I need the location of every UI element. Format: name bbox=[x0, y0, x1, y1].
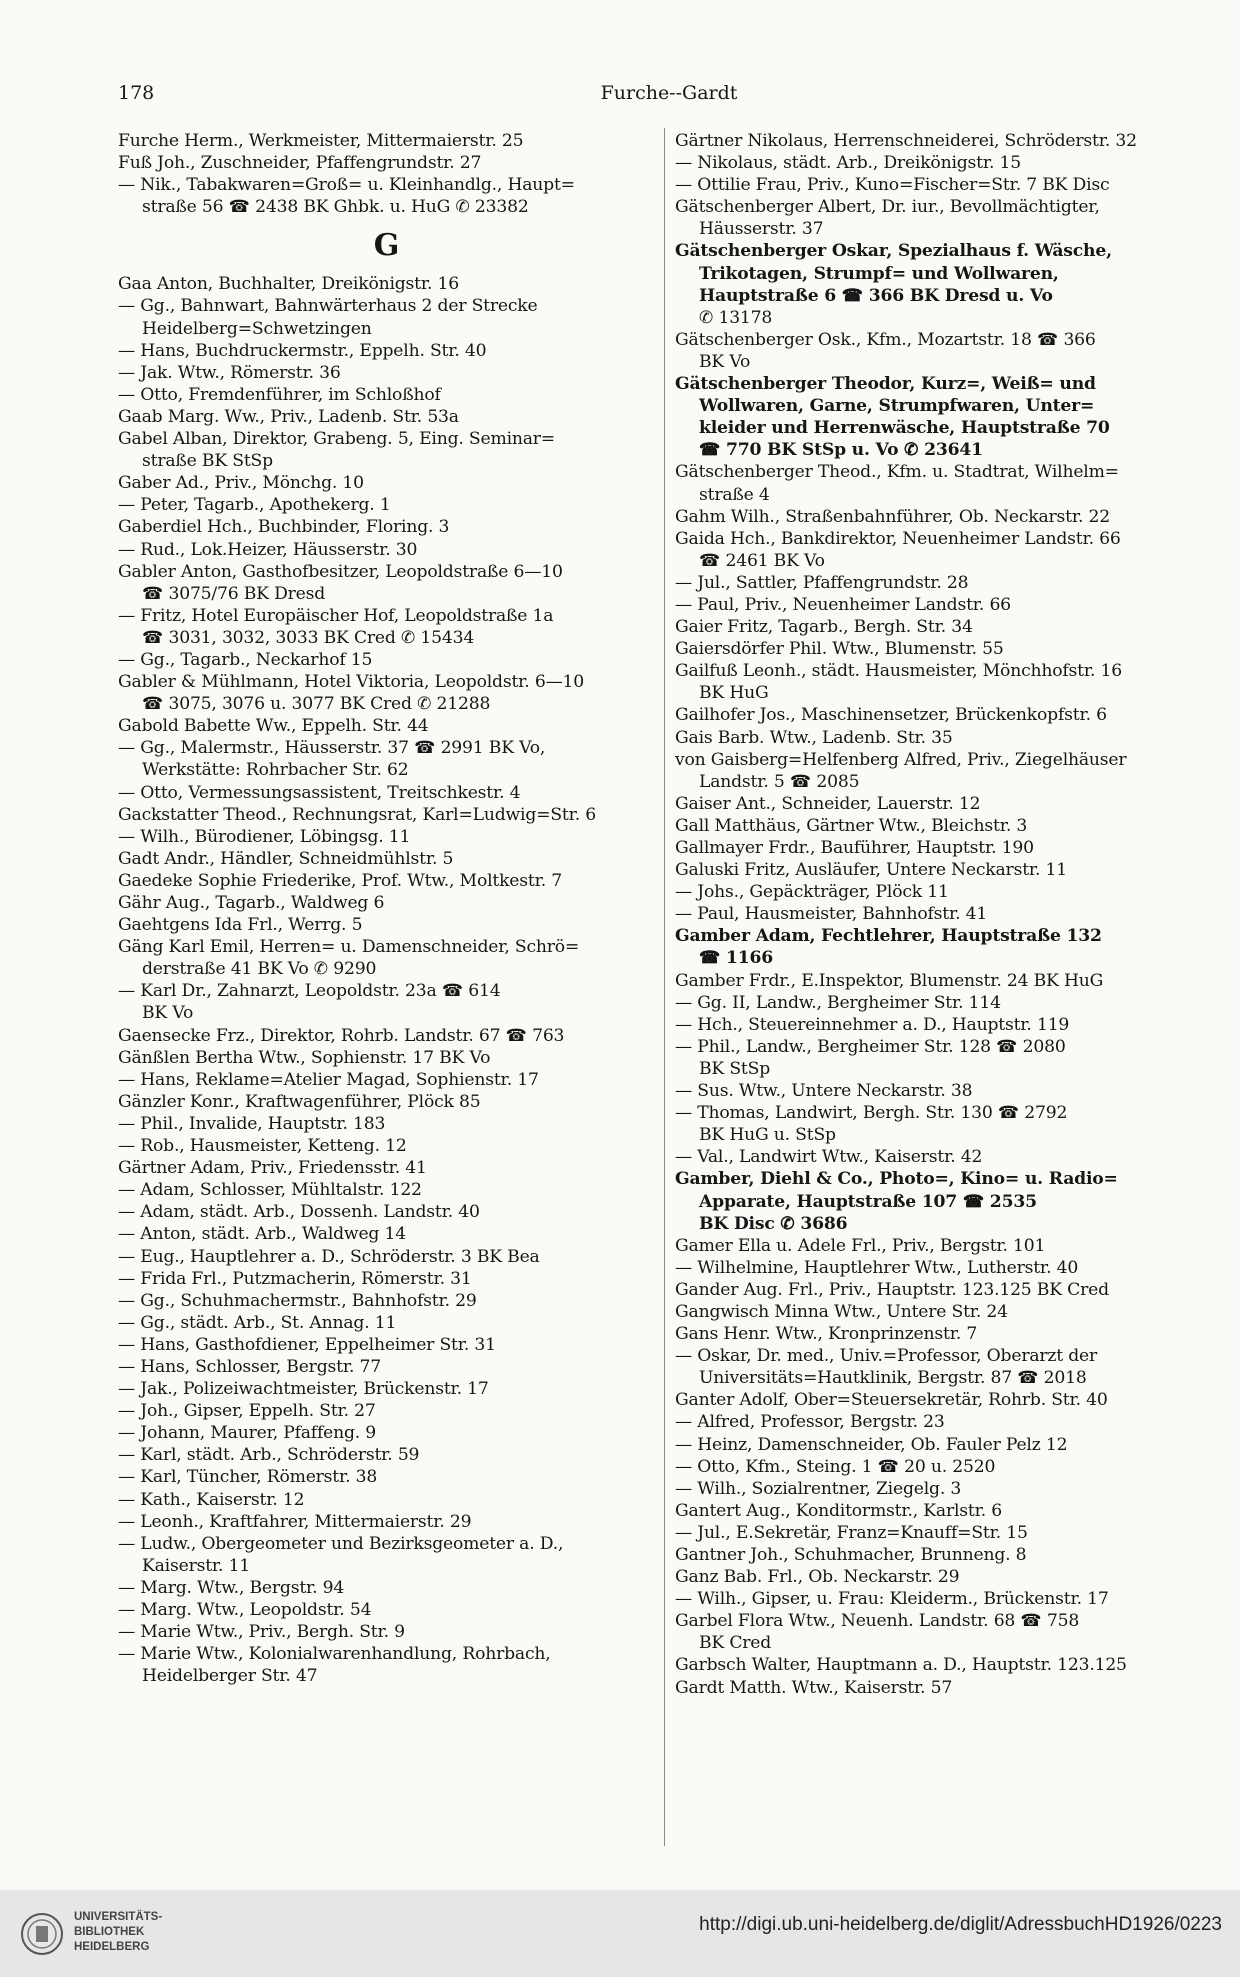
directory-entry: Garbel Flora Wtw., Neuenh. Landstr. 68 ☎ 758 bbox=[675, 1611, 1080, 1632]
directory-entry: — Fritz, Hotel Europäischer Hof, Leopoldstraße 1a bbox=[118, 605, 554, 626]
directory-entry: Gailhofer Jos., Maschinensetzer, Brückenkopfstr. 6 bbox=[675, 705, 1107, 726]
directory-entry: — Rud., Lok.Heizer, Häusserstr. 30 bbox=[118, 539, 418, 560]
directory-entry: — Wilh., Sozialrentner, Ziegelg. 3 bbox=[675, 1478, 962, 1499]
directory-entry: — Jul., E.Sekretär, Franz=Knauff=Str. 15 bbox=[675, 1522, 1028, 1543]
entry-continuation: BK HuG bbox=[699, 683, 769, 704]
library-name-line: UNIVERSITÄTS- bbox=[74, 1911, 163, 1923]
directory-entry: Gänßlen Bertha Wtw., Sophienstr. 17 BK Vo bbox=[118, 1047, 491, 1068]
directory-entry: — Eug., Hauptlehrer a. D., Schröderstr. 3 BK Bea bbox=[118, 1246, 540, 1267]
directory-entry: — Karl Dr., Zahnarzt, Leopoldstr. 23a ☎ 614 bbox=[118, 981, 501, 1002]
entry-continuation: Häusserstr. 37 bbox=[699, 219, 824, 240]
directory-entry: — Frida Frl., Putzmacherin, Römerstr. 31 bbox=[118, 1268, 472, 1289]
directory-entry: — Hans, Reklame=Atelier Magad, Sophienstr. 17 bbox=[118, 1069, 539, 1090]
entry-continuation: straße 56 ☎ 2438 BK Ghbk. u. HuG ✆ 23382 bbox=[142, 197, 529, 218]
library-name bbox=[74, 1910, 162, 1955]
directory-entry: — Johs., Gepäckträger, Plöck 11 bbox=[675, 882, 949, 903]
entry-continuation: Heidelberger Str. 47 bbox=[142, 1666, 318, 1687]
directory-entry: — Karl, Tüncher, Römerstr. 38 bbox=[118, 1467, 378, 1488]
directory-entry: — Gg., Malermstr., Häusserstr. 37 ☎ 2991 BK Vo, bbox=[118, 738, 546, 759]
directory-entry: Gans Henr. Wtw., Kronprinzenstr. 7 bbox=[675, 1324, 978, 1345]
directory-entry: Gaehtgens Ida Frl., Werrg. 5 bbox=[118, 915, 363, 936]
directory-entry: Gätschenberger Theod., Kfm. u. Stadtrat, Wilhelm= bbox=[675, 462, 1119, 483]
directory-entry: — Alfred, Professor, Bergstr. 23 bbox=[675, 1412, 945, 1433]
directory-entry: — Hans, Buchdruckermstr., Eppelh. Str. 40 bbox=[118, 340, 487, 361]
directory-entry: Gardt Matth. Wtw., Kaiserstr. 57 bbox=[675, 1677, 953, 1698]
directory-entry: Gaberdiel Hch., Buchbinder, Floring. 3 bbox=[118, 517, 450, 538]
directory-entry: Gabold Babette Ww., Eppelh. Str. 44 bbox=[118, 716, 429, 737]
entry-continuation: ☎ 770 BK StSp u. Vo ✆ 23641 bbox=[699, 440, 983, 461]
directory-entry: Ganz Bab. Frl., Ob. Neckarstr. 29 bbox=[675, 1567, 960, 1588]
directory-entry: Gamber Frdr., E.Inspektor, Blumenstr. 24 BK HuG bbox=[675, 970, 1104, 991]
entry-continuation: BK Vo bbox=[699, 351, 751, 372]
directory-entry: — Paul, Priv., Neuenheimer Landstr. 66 bbox=[675, 594, 1011, 615]
directory-entry: — Wilhelmine, Hauptlehrer Wtw., Lutherstr. 40 bbox=[675, 1257, 1079, 1278]
permalink-url[interactable]: http://digi.ub.uni-heidelberg.de/diglit/AdressbuchHD1926/0223 bbox=[699, 1914, 1222, 1935]
entry-continuation: BK HuG u. StSp bbox=[699, 1125, 836, 1146]
directory-entry: — Nikolaus, städt. Arb., Dreikönigstr. 15 bbox=[675, 153, 1021, 174]
left-column bbox=[118, 130, 655, 1687]
directory-entry: Gaedeke Sophie Friederike, Prof. Wtw., Moltkestr. 7 bbox=[118, 870, 562, 891]
entry-continuation: Kaiserstr. 11 bbox=[142, 1555, 251, 1576]
directory-entry: Gaber Ad., Priv., Mönchg. 10 bbox=[118, 473, 364, 494]
entry-continuation: Universitäts=Hautklinik, Bergstr. 87 ☎ 2018 bbox=[699, 1368, 1087, 1389]
directory-entry: Gäng Karl Emil, Herren= u. Damenschneider, Schrö= bbox=[118, 937, 580, 958]
entry-continuation: Landstr. 5 ☎ 2085 bbox=[699, 771, 860, 792]
directory-entry: — Jak. Wtw., Römerstr. 36 bbox=[118, 362, 341, 383]
directory-entry: — Anton, städt. Arb., Waldweg 14 bbox=[118, 1224, 406, 1245]
directory-entry: Gantner Joh., Schuhmacher, Brunneng. 8 bbox=[675, 1545, 1027, 1565]
directory-entry: — Gg. II, Landw., Bergheimer Str. 114 bbox=[675, 992, 1001, 1013]
directory-entry: Gätschenberger Albert, Dr. iur., Bevollmächtigter, bbox=[675, 197, 1100, 218]
entry-continuation: Wollwaren, Garne, Strumpfwaren, Unter= bbox=[699, 396, 1095, 417]
directory-entry: Gärtner Adam, Priv., Friedensstr. 41 bbox=[118, 1158, 427, 1179]
directory-entry: Gabel Alban, Direktor, Grabeng. 5, Eing. Seminar= bbox=[118, 429, 555, 450]
directory-entry: — Rob., Hausmeister, Ketteng. 12 bbox=[118, 1136, 407, 1157]
directory-entry: — Karl, städt. Arb., Schröderstr. 59 bbox=[118, 1445, 420, 1466]
directory-entry: Gangwisch Minna Wtw., Untere Str. 24 bbox=[675, 1301, 1008, 1322]
directory-entry: — Hans, Gasthofdiener, Eppelheimer Str. 31 bbox=[118, 1334, 496, 1355]
directory-entry: Gamber Adam, Fechtlehrer, Hauptstraße 132 bbox=[675, 926, 1102, 947]
entry-continuation: straße BK StSp bbox=[142, 451, 273, 472]
university-seal-icon bbox=[20, 1912, 64, 1956]
entry-continuation: Trikotagen, Strumpf= und Wollwaren, bbox=[699, 263, 1059, 284]
directory-entry: Gahm Wilh., Straßenbahnführer, Ob. Neckarstr. 22 bbox=[675, 506, 1111, 527]
entry-continuation: straße 4 bbox=[699, 484, 770, 505]
section-letter: G bbox=[373, 228, 400, 264]
page-number: 178 bbox=[118, 82, 155, 104]
directory-entry: Gätschenberger Theodor, Kurz=, Weiß= und bbox=[675, 374, 1096, 395]
directory-entry: — Marg. Wtw., Bergstr. 94 bbox=[118, 1577, 345, 1598]
directory-entry: Ganter Adolf, Ober=Steuersekretär, Rohrb. Str. 40 bbox=[675, 1390, 1108, 1411]
library-name-line: BIBLIOTHEK bbox=[74, 1926, 145, 1938]
directory-entry: Furche Herm., Werkmeister, Mittermaierstr. 25 bbox=[118, 131, 524, 151]
directory-entry: Gabler & Mühlmann, Hotel Viktoria, Leopoldstr. 6—10 bbox=[118, 672, 585, 693]
page-header bbox=[118, 78, 1220, 112]
directory-entry: — Otto, Fremdenführer, im Schloßhof bbox=[118, 384, 441, 405]
directory-entry: — Hch., Steuereinnehmer a. D., Hauptstr. 119 bbox=[675, 1014, 1070, 1035]
directory-entry: Gätschenberger Oskar, Spezialhaus f. Wäsche, bbox=[675, 241, 1112, 262]
directory-entry: Gaiersdörfer Phil. Wtw., Blumenstr. 55 bbox=[675, 639, 1004, 660]
directory-entry: Gätschenberger Osk., Kfm., Mozartstr. 18 ☎ 366 bbox=[675, 329, 1096, 350]
directory-entry: Gaa Anton, Buchhalter, Dreikönigstr. 16 bbox=[118, 274, 460, 295]
right-column bbox=[675, 130, 1210, 1699]
directory-entry: Garbsch Walter, Hauptmann a. D., Hauptstr. 123.125 bbox=[675, 1655, 1127, 1676]
directory-entry: — Marie Wtw., Kolonialwarenhandlung, Rohrbach, bbox=[118, 1644, 551, 1665]
directory-entry: — Gg., Tagarb., Neckarhof 15 bbox=[118, 649, 373, 670]
entry-continuation: BK Cred bbox=[699, 1633, 772, 1654]
directory-entry: Gadt Andr., Händler, Schneidmühlstr. 5 bbox=[118, 848, 454, 869]
entry-continuation: BK Vo bbox=[142, 1003, 194, 1024]
directory-entry: Gaier Fritz, Tagarb., Bergh. Str. 34 bbox=[675, 617, 973, 638]
directory-entry: — Joh., Gipser, Eppelh. Str. 27 bbox=[118, 1401, 376, 1422]
directory-entry: — Heinz, Damenschneider, Ob. Fauler Pelz 12 bbox=[675, 1434, 1068, 1455]
directory-entry: — Sus. Wtw., Untere Neckarstr. 38 bbox=[675, 1081, 973, 1102]
directory-entry: — Marg. Wtw., Leopoldstr. 54 bbox=[118, 1600, 372, 1620]
directory-entry: Gähr Aug., Tagarb., Waldweg 6 bbox=[118, 893, 385, 913]
entry-continuation: kleider und Herrenwäsche, Hauptstraße 70 bbox=[699, 418, 1110, 439]
directory-entry: Gais Barb. Wtw., Ladenb. Str. 35 bbox=[675, 727, 953, 748]
directory-entry: — Nik., Tabakwaren=Groß= u. Kleinhandlg., Haupt= bbox=[118, 175, 575, 196]
directory-entry: Gaensecke Frz., Direktor, Rohrb. Landstr. 67 ☎ 763 bbox=[118, 1025, 565, 1046]
entry-continuation: ☎ 1166 bbox=[699, 948, 774, 969]
directory-entry: Gallmayer Frdr., Bauführer, Hauptstr. 190 bbox=[675, 838, 1034, 858]
entry-continuation: Hauptstraße 6 ☎ 366 BK Dresd u. Vo bbox=[699, 285, 1053, 306]
directory-entry: — Gg., Bahnwart, Bahnwärterhaus 2 der Strecke bbox=[118, 296, 538, 317]
directory-entry: Gall Matthäus, Gärtner Wtw., Bleichstr. 3 bbox=[675, 815, 1028, 836]
directory-entry: — Jak., Polizeiwachtmeister, Brückenstr. 17 bbox=[118, 1379, 489, 1400]
directory-entry: Gamber, Diehl & Co., Photo=, Kino= u. Radio= bbox=[675, 1169, 1118, 1190]
directory-entry: — Hans, Schlosser, Bergstr. 77 bbox=[118, 1356, 381, 1377]
column-divider bbox=[664, 128, 665, 1846]
directory-entry: — Wilh., Gipser, u. Frau: Kleiderm., Brückenstr. 17 bbox=[675, 1589, 1109, 1610]
directory-entry: — Jul., Sattler, Pfaffengrundstr. 28 bbox=[675, 572, 969, 593]
entry-continuation: ✆ 13178 bbox=[699, 307, 773, 328]
directory-entry: — Kath., Kaiserstr. 12 bbox=[118, 1489, 305, 1510]
directory-entry: — Wilh., Bürodiener, Löbingsg. 11 bbox=[118, 826, 411, 847]
directory-entry: Gaab Marg. Ww., Priv., Ladenb. Str. 53a bbox=[118, 406, 459, 427]
directory-entry: — Phil., Invalide, Hauptstr. 183 bbox=[118, 1113, 386, 1134]
directory-entry: — Phil., Landw., Bergheimer Str. 128 ☎ 2080 bbox=[675, 1036, 1066, 1057]
entry-continuation: derstraße 41 BK Vo ✆ 9290 bbox=[142, 959, 377, 980]
directory-entry: Gabler Anton, Gasthofbesitzer, Leopoldstraße 6—10 bbox=[118, 561, 563, 582]
directory-entry: — Val., Landwirt Wtw., Kaiserstr. 42 bbox=[675, 1147, 983, 1168]
entry-continuation: BK Disc ✆ 3686 bbox=[699, 1213, 848, 1234]
entry-continuation: ☎ 3075/76 BK Dresd bbox=[142, 583, 326, 604]
directory-entry: — Leonh., Kraftfahrer, Mittermaierstr. 29 bbox=[118, 1511, 472, 1532]
entry-continuation: ☎ 3075, 3076 u. 3077 BK Cred ✆ 21288 bbox=[142, 694, 491, 715]
library-logo[interactable] bbox=[20, 1908, 260, 1960]
directory-entry: — Adam, Schlosser, Mühltalstr. 122 bbox=[118, 1180, 422, 1201]
directory-entry: — Marie Wtw., Priv., Bergh. Str. 9 bbox=[118, 1622, 405, 1643]
directory-entry: — Thomas, Landwirt, Bergh. Str. 130 ☎ 2792 bbox=[675, 1103, 1068, 1124]
directory-entry: Fuß Joh., Zuschneider, Pfaffengrundstr. 27 bbox=[118, 153, 482, 174]
page-title: Furche--Gardt bbox=[600, 82, 738, 104]
directory-entry: Gänzler Konr., Kraftwagenführer, Plöck 85 bbox=[118, 1091, 481, 1112]
directory-entry: — Otto, Kfm., Steing. 1 ☎ 20 u. 2520 bbox=[675, 1456, 996, 1477]
directory-entry: — Ludw., Obergeometer und Bezirksgeometer a. D., bbox=[118, 1533, 564, 1554]
directory-entry: Gander Aug. Frl., Priv., Hauptstr. 123.125 BK Cred bbox=[675, 1279, 1109, 1300]
directory-entry: Gaiser Ant., Schneider, Lauerstr. 12 bbox=[675, 793, 981, 814]
directory-entry: — Adam, städt. Arb., Dossenh. Landstr. 40 bbox=[118, 1202, 480, 1223]
entry-continuation: Heidelberg=Schwetzingen bbox=[142, 318, 372, 339]
entry-continuation: Werkstätte: Rohrbacher Str. 62 bbox=[142, 760, 409, 781]
directory-entry: von Gaisberg=Helfenberg Alfred, Priv., Ziegelhäuser bbox=[675, 749, 1127, 770]
entry-continuation: ☎ 2461 BK Vo bbox=[699, 550, 825, 571]
directory-entry: — Oskar, Dr. med., Univ.=Professor, Oberarzt der bbox=[675, 1346, 1098, 1367]
directory-entry: Gamer Ella u. Adele Frl., Priv., Bergstr. 101 bbox=[675, 1235, 1046, 1256]
directory-entry: — Gg., Schuhmachermstr., Bahnhofstr. 29 bbox=[118, 1290, 477, 1311]
entry-continuation: BK StSp bbox=[699, 1058, 770, 1079]
entry-continuation: ☎ 3031, 3032, 3033 BK Cred ✆ 15434 bbox=[142, 627, 475, 648]
directory-entry: — Gg., städt. Arb., St. Annag. 11 bbox=[118, 1312, 397, 1333]
directory-entry: Gärtner Nikolaus, Herrenschneiderei, Schröderstr. 32 bbox=[675, 131, 1137, 151]
library-name-line: HEIDELBERG bbox=[74, 1941, 150, 1953]
directory-entry: Gailfuß Leonh., städt. Hausmeister, Mönchhofstr. 16 bbox=[675, 661, 1123, 682]
entry-continuation: Apparate, Hauptstraße 107 ☎ 2535 bbox=[699, 1191, 1037, 1212]
directory-entry: — Peter, Tagarb., Apothekerg. 1 bbox=[118, 495, 391, 516]
directory-entry: Galuski Fritz, Ausläufer, Untere Neckarstr. 11 bbox=[675, 860, 1068, 881]
directory-entry: — Johann, Maurer, Pfaffeng. 9 bbox=[118, 1423, 377, 1444]
directory-entry: Gackstatter Theod., Rechnungsrat, Karl=Ludwig=Str. 6 bbox=[118, 804, 597, 825]
directory-entry: Gantert Aug., Konditormstr., Karlstr. 6 bbox=[675, 1500, 1003, 1521]
directory-entry: Gaida Hch., Bankdirektor, Neuenheimer Landstr. 66 bbox=[675, 528, 1121, 549]
directory-entry: — Otto, Vermessungsassistent, Treitschkestr. 4 bbox=[118, 782, 521, 803]
viewer-footer bbox=[0, 1890, 1240, 1977]
directory-entry: — Paul, Hausmeister, Bahnhofstr. 41 bbox=[675, 904, 988, 925]
directory-entry: — Ottilie Frau, Priv., Kuno=Fischer=Str. 7 BK Disc bbox=[675, 175, 1110, 196]
